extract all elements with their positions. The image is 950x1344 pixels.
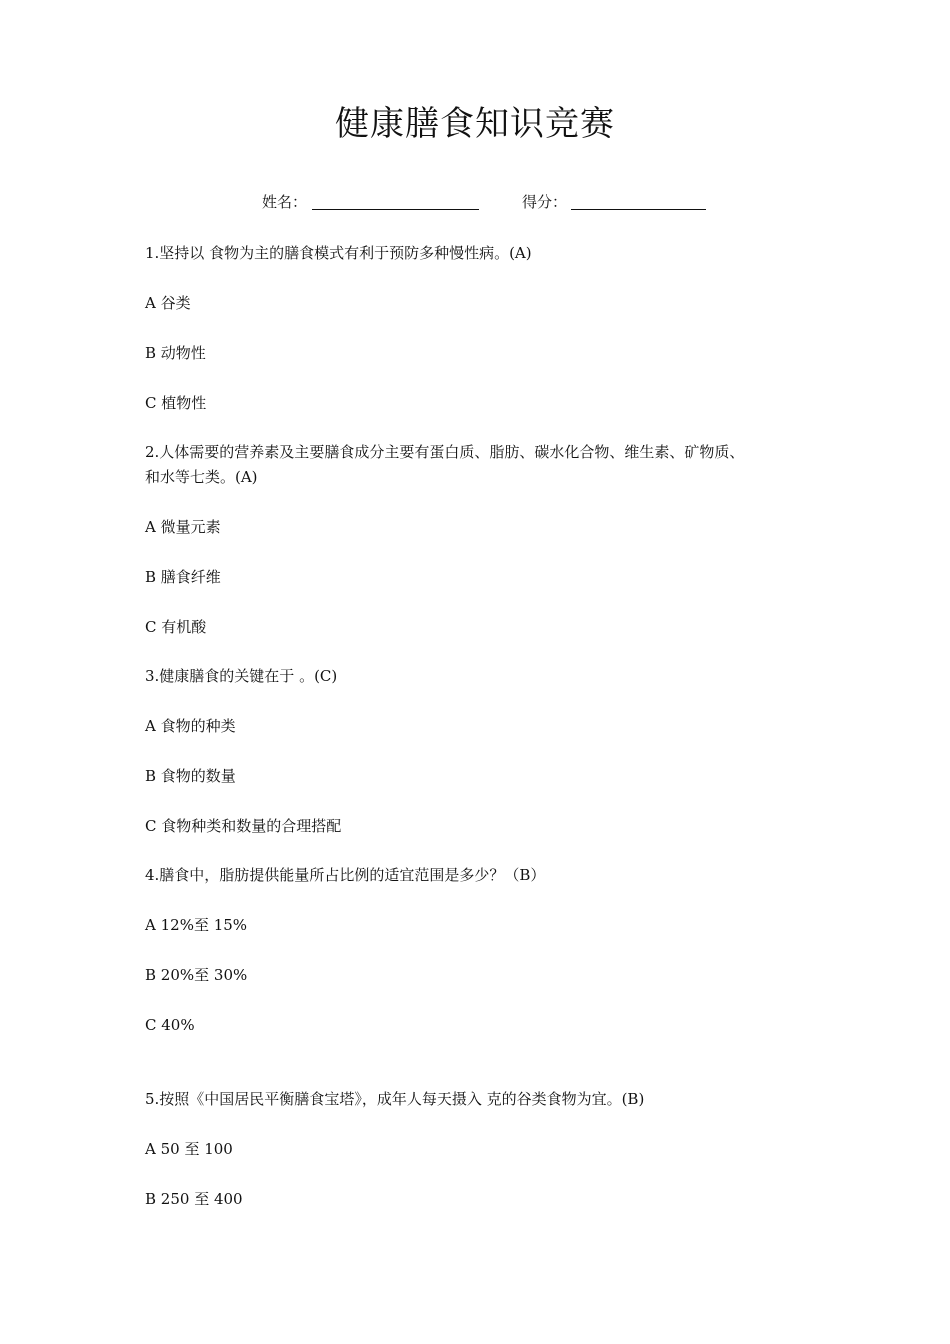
score-blank-line[interactable] xyxy=(571,209,706,210)
question-2-option-a: A 微量元素 xyxy=(145,518,221,536)
question-5-option-a: A 50 至 100 xyxy=(145,1140,233,1158)
header-fields xyxy=(0,190,950,214)
question-1-option-c: C 植物性 xyxy=(145,394,207,412)
question-1-option-a: A 谷类 xyxy=(145,294,191,312)
question-2-text-line-2: 和水等七类。(A) xyxy=(145,468,258,486)
question-1-text: 1.坚持以 食物为主的膳食模式有利于预防多种慢性病。(A) xyxy=(145,244,532,262)
question-3-text: 3.健康膳食的关键在于 。(C) xyxy=(145,667,338,685)
question-4-text: 4.膳食中，脂肪提供能量所占比例的适宜范围是多少？（B） xyxy=(145,866,546,884)
document-title: 健康膳食知识竞赛 xyxy=(335,104,615,144)
question-4-option-c: C 40% xyxy=(145,1016,195,1034)
question-5-option-b: B 250 至 400 xyxy=(145,1190,243,1208)
question-3-option-b: B 食物的数量 xyxy=(145,767,236,785)
score-label: 得分： xyxy=(522,193,568,211)
question-1-option-b: B 动物性 xyxy=(145,344,206,362)
name-blank-line[interactable] xyxy=(312,209,479,210)
question-4-option-b: B 20%至 30% xyxy=(145,966,248,984)
question-2-option-b: B 膳食纤维 xyxy=(145,568,221,586)
question-2-option-c: C 有机酸 xyxy=(145,618,207,636)
question-2-text-line-1: 2.人体需要的营养素及主要膳食成分主要有蛋白质、脂肪、碳水化合物、维生素、矿物质、 xyxy=(145,443,745,461)
question-5-text: 5.按照《中国居民平衡膳食宝塔》，成年人每天摄入 克的谷类食物为宜。(B) xyxy=(145,1090,645,1108)
name-label: 姓名： xyxy=(262,193,308,211)
question-3-option-c: C 食物种类和数量的合理搭配 xyxy=(145,817,342,835)
question-3-option-a: A 食物的种类 xyxy=(145,717,236,735)
question-4-option-a: A 12%至 15% xyxy=(145,916,248,934)
